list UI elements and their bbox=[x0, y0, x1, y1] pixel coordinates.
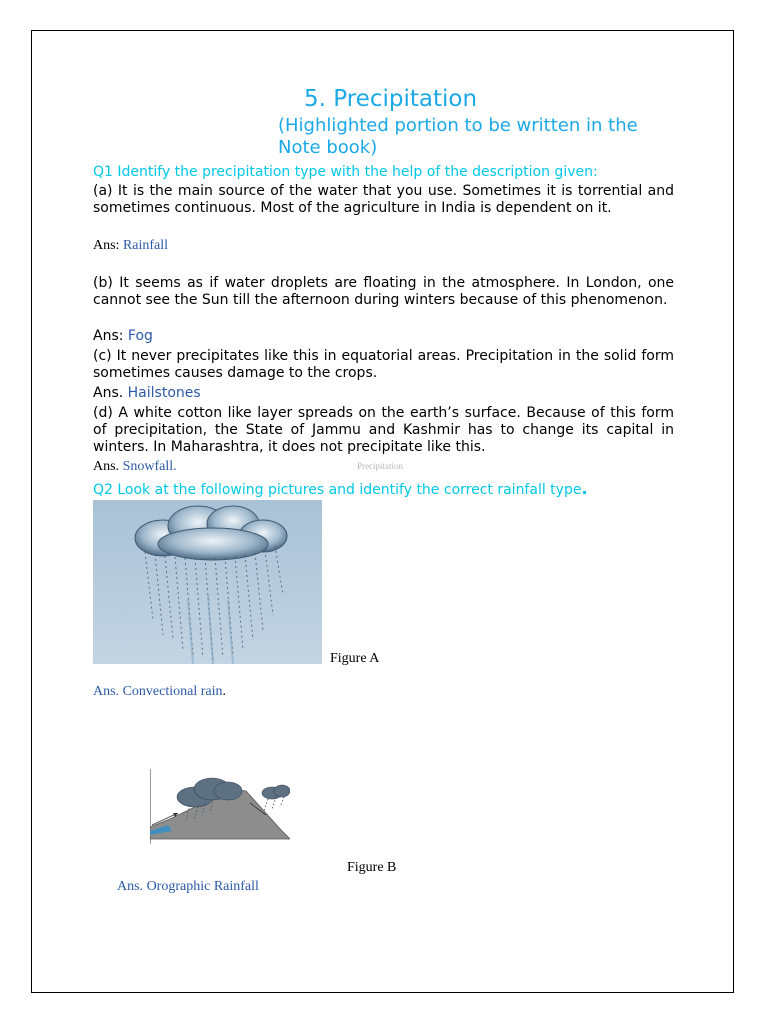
q1-item-c-answer bbox=[93, 385, 201, 401]
figure-a-caption: Figure A bbox=[330, 651, 380, 666]
q1-heading: Q1 Identify the precipitation type with the help of the description given: bbox=[93, 164, 598, 180]
answer-value: Snowfall. bbox=[122, 459, 177, 474]
q1-item-d-answer bbox=[93, 459, 177, 475]
q1-item-b-answer bbox=[93, 328, 153, 344]
answer-value: Hailstones bbox=[127, 385, 201, 401]
figure-b-orographic-rain-image bbox=[150, 769, 290, 844]
q1-item-a-text: (a) It is the main source of the water that you use. Sometimes it is torrential and sometimes continuous. Most of the agriculture in India is dependent on it. bbox=[93, 183, 674, 216]
figure-b-answer bbox=[117, 879, 259, 895]
answer-prefix: Ans. bbox=[117, 879, 147, 894]
figure-a-answer bbox=[93, 684, 226, 700]
q2-heading-text: Q2 Look at the following pictures and identify the correct rainfall type bbox=[93, 482, 582, 498]
q2-heading bbox=[93, 479, 588, 498]
answer-prefix: Ans. bbox=[93, 385, 128, 401]
figure-b-caption: Figure B bbox=[347, 860, 397, 875]
q1-item-a-answer bbox=[93, 238, 168, 254]
q1-item-d-text: (d) A white cotton like layer spreads on the earth’s surface. Because of this form of precipitation, the State of Jammu and Kashmir has to change its capital in winters. In Maharashtra, it does not precipitate like this. bbox=[93, 405, 674, 455]
answer-end: . bbox=[222, 684, 226, 699]
page-title: 5. Precipitation bbox=[304, 86, 478, 112]
answer-value: Rainfall bbox=[122, 238, 169, 253]
answer-value: Orographic Rainfall bbox=[146, 879, 259, 894]
answer-prefix: Ans: bbox=[93, 238, 123, 253]
answer-prefix: Ans. bbox=[93, 684, 123, 699]
answer-value: Fog bbox=[127, 328, 153, 344]
q2-heading-end: . bbox=[581, 479, 588, 498]
figure-a-convectional-rain-image bbox=[93, 500, 322, 664]
q1-item-b-text: (b) It seems as if water droplets are floating in the atmosphere. In London, one cannot see the Sun till the afternoon during winters because of this phenomenon. bbox=[93, 275, 674, 308]
watermark-text: Precipitation bbox=[357, 461, 403, 471]
answer-prefix: Ans: bbox=[93, 328, 128, 344]
q1-item-c-text: (c) It never precipitates like this in equatorial areas. Precipitation in the solid form sometimes causes damage to the crops. bbox=[93, 348, 674, 381]
answer-prefix: Ans. bbox=[93, 459, 123, 474]
answer-value: Convectional rain bbox=[122, 684, 223, 699]
page-subtitle: (Highlighted portion to be written in the Note book) bbox=[278, 115, 638, 158]
